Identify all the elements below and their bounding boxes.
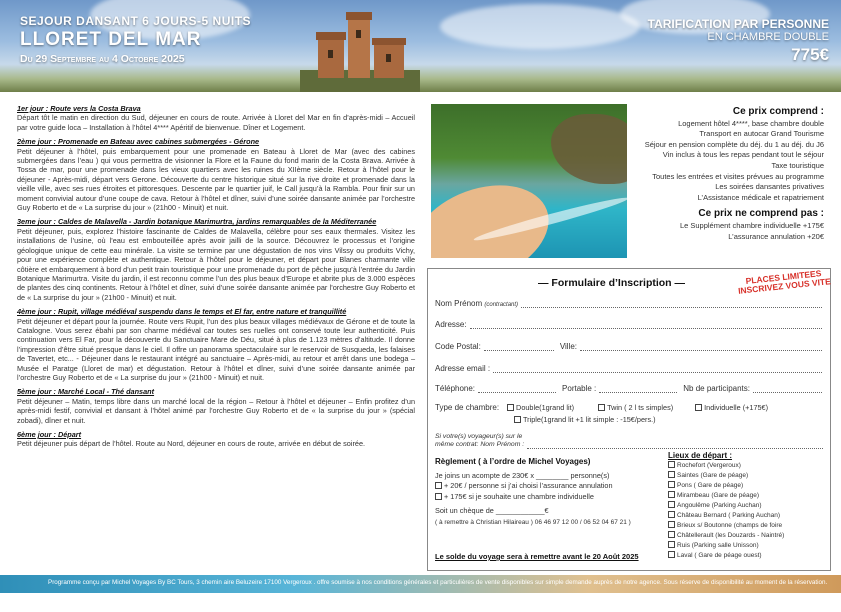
day-text: Petit déjeuner à l’hôtel, puis embarquement pour une promenade en Bateau à Lloret de Mar (avec des cabines submergées dans l’eau ) qui vous permettra de visionner la Flore et la Faune du fond marin de la Costa Brava. Arrivée à Tossa de mar, pour une promenade dans les vieux quartiers avec les ruines du XIIème siècle. Retour à l’hôtel pour le déjeuner - Après-midi, départ vers Gerone. Découverte du centre historique situé sur la rive droite et promenade dans la vieille ville, avec ses rues étroites et pittoresques. Descente par le quartier juif, le Call jusqu’à la Rambla. Pour finir sur un moment convivial autour d’une coupe de cava. Retour à l’hôtel et dîner, suivi d’une soirée dansante animée par l’orchestre Guy Roberto et de « La surprise du jour » (21h00 - Minuit) et nuit. [17, 146, 415, 213]
postal-row [435, 342, 822, 351]
departure-option[interactable]: Saintes (Gare de péage) [668, 471, 828, 481]
departure-option[interactable]: Brieux s/ Boutonne (champs de foire [668, 521, 828, 531]
includes-item: Logement hôtel 4****, base chambre double [678, 118, 824, 128]
checkbox[interactable] [435, 482, 442, 489]
includes-item: Séjour en pension complète du déj. du 1 au déj. du J6 [644, 139, 824, 149]
participants-field[interactable] [753, 385, 822, 393]
address-field[interactable] [470, 321, 822, 329]
day-5 [17, 387, 415, 425]
departure-option[interactable]: Château Bernard ( Parking Auchan) [668, 511, 828, 521]
city-field[interactable] [580, 343, 822, 351]
city-label: Ville: [559, 342, 578, 351]
day-3 [17, 217, 415, 302]
postal-label: Code Postal: [435, 342, 481, 351]
includes-item: Les soirées dansantes privatives [715, 182, 824, 192]
includes-item: Transport en autocar Grand Tourisme [699, 129, 824, 139]
price-value: 775€ [791, 45, 829, 64]
room-row [435, 403, 822, 412]
email-label: Adresse email : [435, 364, 491, 373]
departure-list [668, 451, 828, 561]
day-text: Petit déjeuner et départ pour la journée. Route vers Rupit, l’un des plus beaux villages médiévaux de Gérone et de toute la Catalogne. Vous serez ébahi par son charme médiéval car toutes ses ruelles ont conservé toute leur authenticité. Puis continuation vers El Far, pour la découverte du Sanctuaire Mare de Déu, situé à plus de 1.123 mètres d’altitude. Il donne l’impression d’être situé presque dans le ciel. Il offre un panorama spectaculaire sur le reservoir de Susqueda, les falaises de Tavertet, etc... - Déjeuner dans le restaurant intégré au sanctuaire – Après-midi, au retour et arrêt dans une bodega – Musée el Paratge (Lloret de mar) et dégustation. Retour à l’hôtel et dîner, suivi d’une soirée dansante animée par l’orchestre Guy Roberto et de « La surprise du jour » (21h00 - Minuit) et nuit. [17, 316, 415, 382]
day-4 [17, 307, 415, 382]
departure-heading: Lieux de départ : [668, 451, 733, 460]
day-title: 2ème jour : Promenade en Bateau avec cabines submergées - Gérone [17, 137, 260, 147]
mobile-label: Portable : [562, 384, 597, 393]
trip-dates: Du 29 Septembre au 4 Octobre 2025 [20, 53, 185, 65]
footer-bar [0, 575, 841, 593]
day-title: 5ème jour : Marché Local - Thé dansant [17, 387, 155, 397]
excludes-heading: Ce prix ne comprend pas : [698, 208, 824, 220]
name-field[interactable] [521, 300, 822, 308]
day-text: Petit déjeuner – Matin, temps libre dans un marché local de la région – Retour à l’hôtel et déjeuner – Enfin profitez d’un après-midi festif, convivial et dansant à l’hôtel animé par l’orchestre Guy Roberto et de « la surprise du jour » (spécial zobadi), dîner et nuit. [17, 396, 415, 425]
header-banner [0, 0, 841, 92]
phone-row [435, 384, 822, 393]
day-title: 4ème jour : Rupit, village médiéval suspendu dans le temps et El far, entre nature et tranquillité [17, 307, 347, 317]
departure-option[interactable]: Mirambeau (Gare de péage) [668, 491, 828, 501]
day-text: Petit déjeuner, puis, explorez l’histoire fascinante de Caldes de Malavella, célèbre pour ses eaux thermales. Visitez les installations de l’usine, où l’eau est embouteillée après avoir jailli de la source. Découvrez le processus et l’origine géologique unique de cette eau minérale. La visite se termine par une dégustation de nos vins Vilssy ou produits Vichy, pour une expérience complète et authentique. Retour à l’hôtel pour le déjeuner, et départ pour Blanes charmante ville côtière et embarquement à bord d’un petit train touristique pour une promenade du port de pêche jusqu’à l’entrée du Jardin Botanique Marimurtra. Visite du jardin, il est reconnu comme l’un des plus beaux d’Europe et abrite plus de 3.000 espèces de plantes des cinq continents. Retour à l’hôtel et dîner, suivi d’une soirée dansante animée par l’orchestre Guy Roberto et de « La surprise du jour » (21h00 - Minuit) et nuit. [17, 226, 415, 302]
includes-heading: Ce prix comprend : [732, 106, 824, 117]
companion-field[interactable] [527, 441, 823, 449]
excludes-item: Le Supplément chambre individuelle +175€ [679, 220, 824, 230]
registration-form [427, 268, 831, 571]
day-6 [17, 430, 415, 449]
room-single-option[interactable]: Individuelle (+175€) [695, 403, 768, 412]
includes-item: Toutes les entrées et visites prévues au programme [652, 171, 824, 181]
payment-heading: Règlement ( à l’ordre de Michel Voyages) [435, 457, 591, 466]
includes-item: Vin inclus à tous les repas pendant tout le séjour [662, 150, 824, 160]
day-text: Départ tôt le matin en direction du Sud, déjeuner en cours de route. Arrivée à Lloret del Mar en fin d’après-midi – Accueil par votre guide loca – Installation à l’hôtel 4**** Apéritif de bienvenue. Dîner et Logement. [17, 113, 415, 132]
email-field[interactable] [493, 365, 822, 373]
payment-deposit: Je joins un acompte de 230€ x ________ personne(s) [435, 470, 610, 480]
room-twin-option[interactable]: Twin ( 2 l ts simples) [598, 403, 673, 412]
beach-photo [431, 104, 627, 258]
email-row [435, 364, 822, 373]
mobile-field[interactable] [599, 385, 677, 393]
departure-option[interactable]: Châtellerault (les Douzards - Naintré) [668, 531, 828, 541]
includes-item: L’Assistance médicale et rapatriement [697, 192, 824, 202]
name-note: (contractant) [484, 302, 519, 308]
checkbox[interactable] [695, 404, 702, 411]
checkbox[interactable] [435, 493, 442, 500]
address-row [435, 320, 822, 329]
name-label: Nom Prénom (contractant) [435, 299, 519, 308]
departure-option[interactable]: Rochefort (Vergeroux) [668, 461, 828, 471]
room-double-option[interactable]: Double(1grand lit) [507, 403, 574, 412]
payment-contact: ( à remettre à Christian Hilaireau ) 06 46 97 12 00 / 06 52 04 67 21 ) [435, 518, 631, 526]
trip-title: LLORET DEL MAR [20, 29, 202, 50]
departure-option[interactable]: Laval ( Gare de péage ouest) [668, 551, 828, 561]
day-title: 6ème jour : Départ [17, 430, 82, 439]
participants-label: Nb de participants: [683, 384, 750, 393]
footer-text: Programme conçu par Michel Voyages By BC Tours, 3 chemin aire Beluzeire 17100 Vergeroux . offre soumise à nos conditions générales et particulières de vente disponibles sur simple demande auprès de notre agence. Sous réserve de disponibilité au moment de la réservation. [48, 579, 828, 586]
payment-insurance-option[interactable]: + 20€ / personne si j’ai choisi l’assurance annulation [435, 481, 660, 492]
day-title: 3eme jour : Caldes de Malavella - Jardin botanique Marimurtra, jardins remarquables de la Méditerranée [17, 217, 377, 227]
phone-field[interactable] [478, 385, 556, 393]
payment-cheque: Soit un chèque de ____________€ [435, 506, 549, 515]
day-text: Petit déjeuner puis départ de l’hôtel. Route au Nord, déjeuner en cours de route, arrivée en début de soirée. [17, 439, 366, 449]
trip-kicker: SEJOUR DANSANT 6 JOURS-5 NUITS [20, 14, 252, 28]
departure-option[interactable]: Pons ( Gare de péage) [668, 481, 828, 491]
price-heading: TARIFICATION PAR PERSONNE [647, 17, 829, 31]
day-title: 1er jour : Route vers la Costa Brava [17, 104, 141, 113]
price-subheading: EN CHAMBRE DOUBLE [707, 31, 829, 43]
includes-item: Taxe touristique [771, 160, 824, 170]
companion-note: Si votre(s) voyageur(s) sur le même contrat: Nom Prénom : [435, 433, 823, 449]
payment-section [435, 457, 660, 528]
departure-option[interactable]: Ruis (Parking salle Unisson) [668, 541, 828, 551]
price-details [630, 107, 824, 242]
limited-places-stamp: PLACES LIMITEES INSCRIVEZ VOUS VITE [737, 268, 832, 296]
name-row [435, 299, 822, 308]
room-label: Type de chambre: [435, 403, 500, 412]
day-1 [17, 104, 415, 132]
balance-note: Le solde du voyage sera à remettre avant le 20 Août 2025 [435, 552, 639, 561]
postal-field[interactable] [484, 343, 554, 351]
excludes-item: L’assurance annulation +20€ [728, 231, 824, 241]
castle-illustration [300, 8, 420, 92]
checkbox[interactable] [514, 416, 521, 423]
itinerary [17, 104, 415, 454]
phone-label: Téléphone: [435, 384, 476, 393]
departure-option[interactable]: Angoulême (Parking Auchan) [668, 501, 828, 511]
form-title: — Formulaire d’Inscription — [538, 277, 686, 289]
room-row-2 [514, 415, 822, 424]
payment-single-option[interactable]: + 175€ si je souhaite une chambre individuelle [435, 492, 660, 503]
room-triple-option[interactable]: Triple(1grand lit +1 lit simple : -15€/pers.) [514, 415, 656, 424]
address-label: Adresse: [435, 320, 467, 329]
checkbox[interactable] [598, 404, 605, 411]
day-2 [17, 137, 415, 212]
checkbox[interactable] [507, 404, 514, 411]
